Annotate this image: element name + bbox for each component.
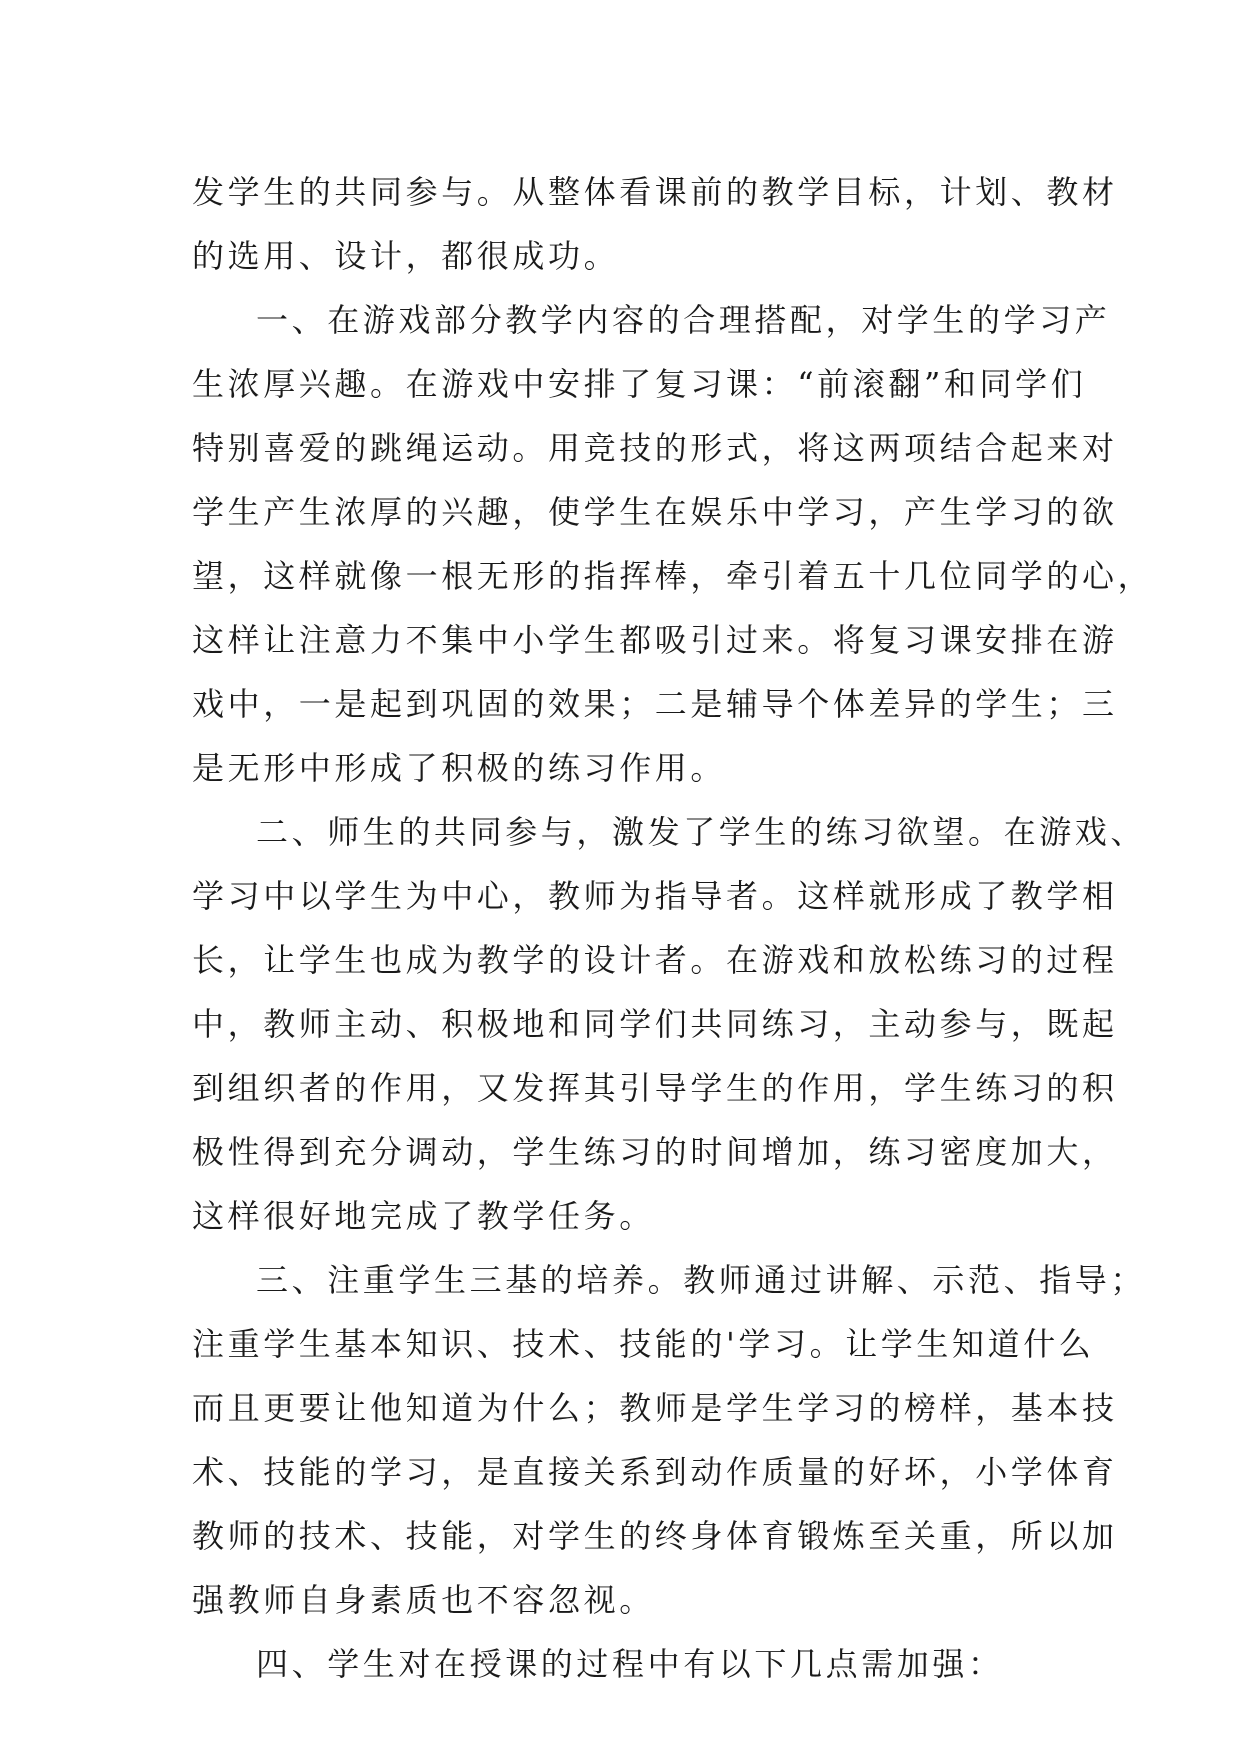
text-line: 戏中，一是起到巩固的效果；二是辅导个体差异的学生；三 xyxy=(192,685,1118,723)
text-line: 强教师自身素质也不容忽视。 xyxy=(192,1581,655,1619)
paragraph-point-two xyxy=(192,800,1147,1248)
text-line: 四、学生对在授课的过程中有以下几点需加强： xyxy=(256,1645,1004,1683)
text-line: 到组织者的作用，又发挥其引导学生的作用，学生练习的积 xyxy=(192,1069,1118,1107)
text-line: 这样让注意力不集中小学生都吸引过来。将复习课安排在游 xyxy=(192,621,1118,659)
paragraph-point-three xyxy=(192,1248,1147,1632)
text-line: 望，这样就像一根无形的指挥棒，牵引着五十几位同学的心， xyxy=(192,557,1154,595)
document-body xyxy=(192,160,1154,1696)
text-line: 的选用、设计，都很成功。 xyxy=(192,237,620,275)
text-line: 学生产生浓厚的兴趣，使学生在娱乐中学习，产生学习的欲 xyxy=(192,493,1118,531)
text-line: 发学生的共同参与。从整体看课前的教学目标，计划、教材 xyxy=(192,173,1118,211)
text-line: 注重学生基本知识、技术、技能的'学习。让学生知道什么 xyxy=(192,1325,1095,1363)
text-line: 二、师生的共同参与，激发了学生的练习欲望。在游戏、 xyxy=(256,813,1147,851)
text-line: 教师的技术、技能，对学生的终身体育锻炼至关重，所以加 xyxy=(192,1517,1118,1555)
text-line: 这样很好地完成了教学任务。 xyxy=(192,1197,655,1235)
text-line: 学习中以学生为中心，教师为指导者。这样就形成了教学相 xyxy=(192,877,1118,915)
text-line: 术、技能的学习，是直接关系到动作质量的好坏，小学体育 xyxy=(192,1453,1118,1491)
text-line: 长，让学生也成为教学的设计者。在游戏和放松练习的过程 xyxy=(192,941,1118,979)
text-line: 极性得到充分调动，学生练习的时间增加，练习密度加大， xyxy=(192,1133,1118,1171)
text-line: 是无形中形成了积极的练习作用。 xyxy=(192,749,727,787)
paragraph-point-one xyxy=(192,288,1154,800)
paragraph-point-four xyxy=(192,1632,1072,1696)
text-line: 三、注重学生三基的培养。教师通过讲解、示范、指导； xyxy=(256,1261,1147,1299)
text-line: 生浓厚兴趣。在游戏中安排了复习课：“前滚翻”和同学们 xyxy=(192,365,1087,403)
text-line: 中，教师主动、积极地和同学们共同练习，主动参与，既起 xyxy=(192,1005,1118,1043)
text-line: 而且更要让他知道为什么；教师是学生学习的榜样，基本技 xyxy=(192,1389,1118,1427)
text-line: 一、在游戏部分教学内容的合理搭配，对学生的学习产 xyxy=(256,301,1111,339)
paragraph-intro-continuation xyxy=(192,160,1118,288)
text-line: 特别喜爱的跳绳运动。用竞技的形式，将这两项结合起来对 xyxy=(192,429,1118,467)
